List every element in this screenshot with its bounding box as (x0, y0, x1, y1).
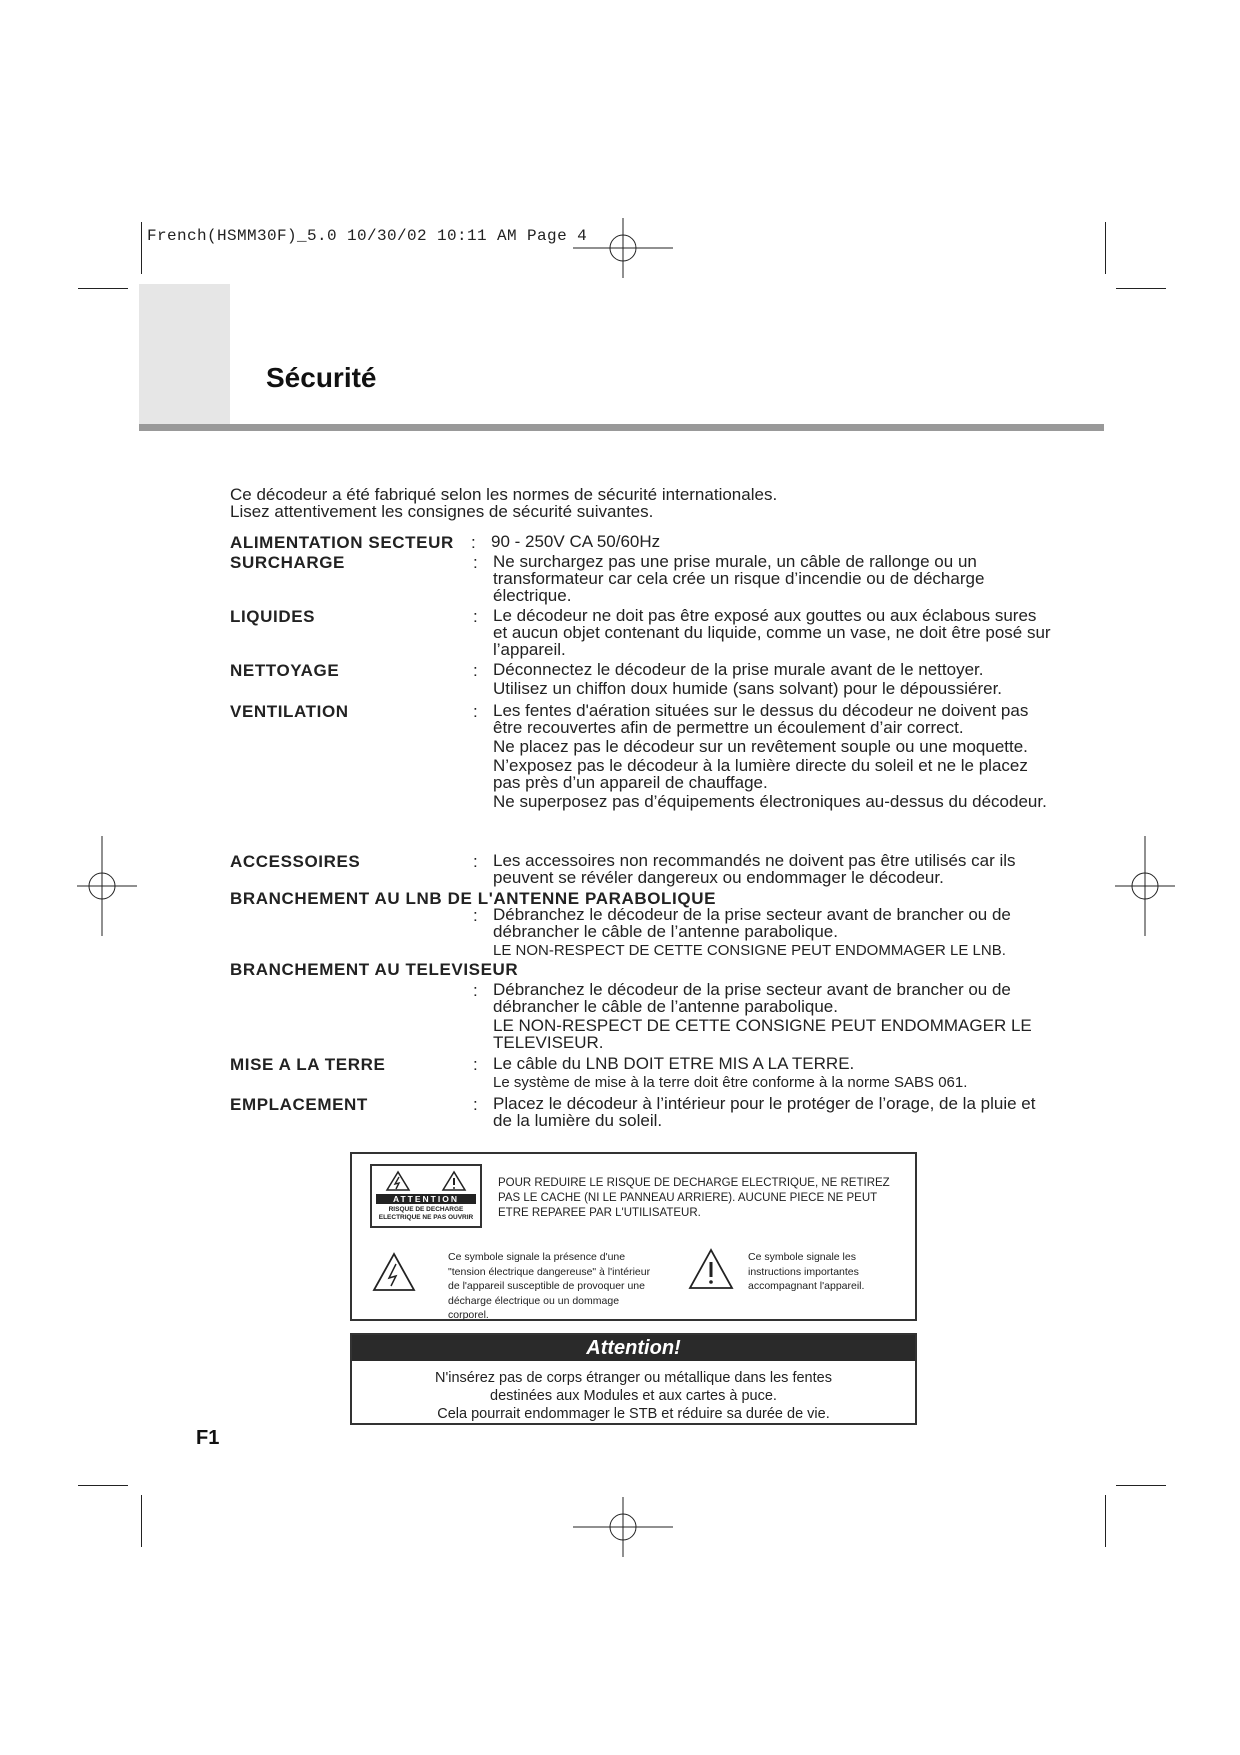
section-text: Ne superposez pas d’équipements électroniques au-dessus du décodeur. (493, 792, 1047, 811)
section-text: Débranchez le décodeur de la prise secteur avant de brancher ou de débrancher le câble de l’antenne parabolique. (493, 980, 1011, 1016)
section-text: N’exposez pas le décodeur à la lumière directe du soleil et ne le placez pas près d’un appareil de chauffage. (493, 756, 1028, 792)
print-slug: French(HSMM30F)_5.0 10/30/02 10:11 AM Page 4 (147, 227, 588, 245)
section-note: Le système de mise à la terre doit être conforme à la norme SABS 061. (493, 1074, 968, 1091)
section-label: VENTILATION (230, 702, 349, 721)
section-label: LIQUIDES (230, 607, 316, 626)
warning-triangles-icon (384, 1170, 470, 1192)
registration-mark-right (1115, 836, 1175, 936)
attention-label-title: ATTENTION (376, 1194, 476, 1204)
attention-label (370, 1164, 482, 1228)
section-text: Ne placez pas le décodeur sur un revêtement souple ou une moquette. (493, 737, 1028, 756)
attention-line: destinées aux Modules et aux cartes à puce. (490, 1388, 777, 1404)
intro-line: Lisez attentivement les consignes de sécurité suivantes. (230, 502, 654, 521)
section-text: Placez le décodeur à l’intérieur pour le protéger de l’orage, de la pluie et de la lumière du soleil. (493, 1094, 1036, 1130)
section-label: EMPLACEMENT (230, 1095, 368, 1114)
intro-text (230, 486, 1030, 520)
section-warning: LE NON-RESPECT DE CETTE CONSIGNE PEUT ENDOMMAGER LE LNB. (493, 942, 1006, 959)
attention-title: Attention! (352, 1335, 915, 1361)
registration-mark-left (77, 836, 137, 936)
intro-line: Ce décodeur a été fabriqué selon les normes de sécurité internationales. (230, 485, 778, 504)
attention-line: N'insérez pas de corps étranger ou métallique dans les fentes (435, 1370, 832, 1386)
registration-mark-bottom (573, 1497, 673, 1557)
section-text: Ne surchargez pas une prise murale, un câble de rallonge ou un transformateur car cela crée un risque d’incendie ou de décharge électrique. (493, 552, 985, 605)
header-rule (139, 424, 1104, 431)
registration-mark-top (573, 218, 673, 278)
attention-line: Cela pourrait endommager le STB et réduire sa durée de vie. (437, 1406, 830, 1422)
electric-warning-box (350, 1152, 917, 1321)
symbol-lightning-text: Ce symbole signale la présence d'une "tension électrique dangereuse" à l'intérieur de l'appareil susceptible de provoquer une décharge électrique ou un dommage corporel. (448, 1251, 651, 1321)
symbol-exclamation-text: Ce symbole signale les instructions importantes accompagnant l'appareil. (748, 1251, 865, 1292)
section-text: Débranchez le décodeur de la prise secteur avant de brancher ou de débrancher le câble de l’antenne parabolique. (493, 905, 1011, 941)
page-number: F1 (196, 1427, 220, 1449)
section-label: ACCESSOIRES (230, 852, 361, 871)
section-text: 90 - 250V CA 50/60Hz (491, 532, 661, 551)
section-text: Les fentes d'aération situées sur le dessus du décodeur ne doivent pas être recouvertes afin de permettre un écoulement d’air correct. (493, 701, 1029, 737)
section-text: Utilisez un chiffon doux humide (sans solvant) pour le dépoussiérer. (493, 679, 1003, 698)
attention-label-sub: RISQUE DE DECHARGE ELECTRIQUE NE PAS OUVRIR (378, 1206, 474, 1221)
section-label: BRANCHEMENT AU LNB DE L'ANTENNE PARABOLIQUE (230, 889, 717, 908)
header-grey-block (139, 284, 230, 427)
attention-box (350, 1333, 917, 1425)
section-label: MISE A LA TERRE (230, 1055, 386, 1074)
section-label: SURCHARGE (230, 553, 345, 572)
lightning-triangle-icon (372, 1252, 416, 1292)
exclamation-triangle-icon (688, 1248, 734, 1290)
section-text: Le câble du LNB DOIT ETRE MIS A LA TERRE. (493, 1054, 855, 1073)
section-text: Les accessoires non recommandés ne doivent pas être utilisés car ils peuvent se révéler dangereux ou endommager le décodeur. (493, 851, 1016, 887)
warning-heading: POUR REDUIRE LE RISQUE DE DECHARGE ELECTRIQUE, NE RETIREZ PAS LE CACHE (NI LE PANNEAU ARRIERE). AUCUNE PIECE NE PEUT ETRE REPAREE PAR L'UTILISATEUR. (498, 1177, 890, 1219)
section-text: Déconnectez le décodeur de la prise murale avant de le nettoyer. (493, 660, 984, 679)
page-title: Sécurité (266, 362, 377, 393)
section-label: BRANCHEMENT AU TELEVISEUR (230, 960, 519, 979)
section-text: LE NON-RESPECT DE CETTE CONSIGNE PEUT ENDOMMAGER LE TELEVISEUR. (493, 1016, 1032, 1052)
section-text: Le décodeur ne doit pas être exposé aux gouttes ou aux éclabous sures et aucun objet contenant du liquide, comme un vase, ne doit être posé sur l’appareil. (493, 606, 1051, 659)
section-label: NETTOYAGE (230, 661, 340, 680)
section-label: ALIMENTATION SECTEUR (230, 533, 454, 552)
